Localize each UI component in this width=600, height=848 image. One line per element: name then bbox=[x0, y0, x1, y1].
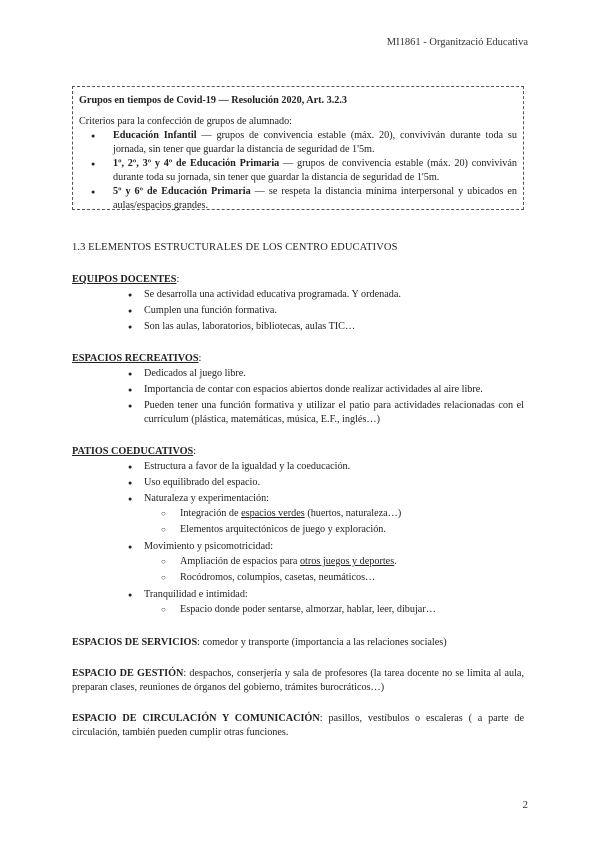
patios-title-text: PATIOS COEDUCATIVOS bbox=[72, 446, 194, 457]
box-intro: Criterios para la confección de grupos de alumnado: bbox=[79, 116, 293, 127]
item-text: . bbox=[394, 556, 397, 567]
recreativos-title: ESPACIOS RECREATIVOS: bbox=[72, 353, 202, 364]
item-text: Espacio donde poder sentarse, almorzar, hablar, leer, dibujar… bbox=[180, 604, 436, 615]
sub-list bbox=[144, 506, 524, 538]
list-item bbox=[72, 587, 524, 619]
section-heading: 1.3 ELEMENTOS ESTRUCTURALES DE LOS CENTRO EDUCATIVOS bbox=[72, 242, 398, 253]
item-bold: Educación Infantil bbox=[113, 130, 197, 141]
box-list bbox=[79, 129, 517, 213]
bullet-icon: ● bbox=[128, 323, 133, 331]
item-text: Rocódromos, columpios, casetas, neumáticos… bbox=[180, 572, 376, 583]
item-bold: 5º y 6º de Educación Primaria bbox=[113, 186, 251, 197]
item-text: Integración de bbox=[180, 508, 242, 519]
list-item bbox=[72, 287, 524, 303]
bullet-icon: ● bbox=[91, 132, 96, 140]
recreativos-list bbox=[72, 366, 524, 428]
item-text: Ampliación de espacios para bbox=[180, 556, 300, 567]
sub-list bbox=[144, 554, 524, 586]
list-item bbox=[72, 491, 524, 539]
item-bold: 1º, 2º, 3º y 4º de Educación Primaria bbox=[113, 158, 280, 169]
main-content bbox=[72, 241, 524, 740]
list-item bbox=[79, 157, 517, 185]
bullet-icon: ● bbox=[128, 291, 133, 299]
sub-list-item bbox=[72, 570, 524, 586]
gestion-paragraph bbox=[72, 667, 524, 695]
bullet-icon: ● bbox=[128, 495, 133, 503]
item-text: Tranquilidad e intimidad: bbox=[144, 589, 248, 600]
gestion-text: : despachos, conserjería y sala de profesores (la tarea docente no se limita al aula, preparan clases, reuniones de órganos del gobierno, trámites burocráticos…) bbox=[72, 668, 524, 693]
list-item bbox=[79, 129, 517, 157]
sub-list bbox=[144, 602, 524, 618]
circulacion-text: : pasillos, vestíbulos o escaleras ( a parte de circulación, también pueden cumplir otras funciones. bbox=[72, 713, 524, 738]
bullet-icon: ● bbox=[91, 160, 96, 168]
servicios-title: ESPACIOS DE SERVICIOS bbox=[72, 637, 198, 648]
circle-bullet-icon: ○ bbox=[161, 557, 166, 566]
bullet-icon: ● bbox=[128, 370, 133, 378]
item-text: Cumplen una función formativa. bbox=[144, 305, 277, 316]
sub-list-item bbox=[72, 602, 524, 618]
item-text: — se respeta la distancia mínima interpersonal y ubicados en aulas/espacios grandes. bbox=[113, 186, 518, 211]
bullet-icon: ● bbox=[128, 463, 133, 471]
servicios-text: : comedor y transporte (importancia a las relaciones sociales) bbox=[197, 637, 447, 648]
list-item bbox=[72, 303, 524, 319]
patios-list bbox=[72, 459, 524, 619]
item-underlined: otros juegos y deportes bbox=[299, 556, 395, 567]
item-text: Estructura a favor de la igualdad y la coeducación. bbox=[144, 461, 351, 472]
patios-title: PATIOS COEDUCATIVOS: bbox=[72, 446, 197, 457]
circulacion-paragraph bbox=[72, 712, 524, 740]
item-text: Naturaleza y experimentación: bbox=[144, 493, 270, 504]
page-header: MI1861 - Organització Educativa bbox=[386, 37, 528, 48]
box-title: Grupos en tiempos de Covid-19 — Resolución 2020, Art. 3.2.3 bbox=[79, 95, 347, 106]
item-text: Uso equilibrado del espacio. bbox=[144, 477, 260, 488]
list-item bbox=[72, 319, 524, 335]
recreativos-title-text: ESPACIOS RECREATIVOS bbox=[72, 353, 199, 364]
sub-list-item bbox=[72, 522, 524, 538]
covid-groups-box bbox=[72, 86, 524, 210]
bullet-icon: ● bbox=[128, 591, 133, 599]
item-text: Son las aulas, laboratorios, bibliotecas, aulas TIC… bbox=[144, 321, 356, 332]
circle-bullet-icon: ○ bbox=[161, 525, 166, 534]
bullet-icon: ● bbox=[128, 543, 133, 551]
item-text: Pueden tener una función formativa y utilizar el patio para actividades relacionadas con el currículum (plástica, matemáticas, música, E.F., inglés…) bbox=[144, 400, 524, 425]
equipos-title: EQUIPOS DOCENTES: bbox=[72, 274, 180, 285]
item-text: Movimiento y psicomotricidad: bbox=[144, 541, 274, 552]
bullet-icon: ● bbox=[128, 402, 133, 410]
list-item bbox=[72, 539, 524, 587]
page-number: 2 bbox=[522, 799, 528, 811]
list-item bbox=[79, 185, 517, 213]
item-text: (huertos, naturaleza…) bbox=[304, 508, 402, 519]
servicios-paragraph bbox=[72, 636, 524, 650]
list-item bbox=[72, 459, 524, 475]
item-text: — grupos de convivencia estable (máx. 20) conviviván durante toda su jornada, sin tener que guardar la distancia de seguridad de 1'5m. bbox=[113, 158, 517, 183]
list-item bbox=[72, 398, 524, 428]
bullet-icon: ● bbox=[128, 307, 133, 315]
circle-bullet-icon: ○ bbox=[161, 605, 166, 614]
list-item bbox=[72, 382, 524, 398]
circulacion-title: ESPACIO DE CIRCULACIÓN Y COMUNICACIÓN bbox=[72, 713, 320, 724]
list-item bbox=[72, 366, 524, 382]
list-item bbox=[72, 475, 524, 491]
equipos-title-text: EQUIPOS DOCENTES bbox=[72, 274, 177, 285]
item-underlined: espacios verdes bbox=[241, 508, 305, 519]
circle-bullet-icon: ○ bbox=[161, 509, 166, 518]
equipos-list bbox=[72, 287, 524, 335]
item-text: Se desarrolla una actividad educativa programada. Y ordenada. bbox=[144, 289, 401, 300]
item-text: — grupos de convivencia estable (máx. 20), conviviván durante toda su jornada, sin tener que guardar la distancia de seguridad de 1'5m. bbox=[113, 130, 517, 155]
bullet-icon: ● bbox=[128, 479, 133, 487]
item-text: Elementos arquitectónicos de juego y exploración. bbox=[180, 524, 386, 535]
bullet-icon: ● bbox=[91, 188, 96, 196]
sub-list-item bbox=[72, 506, 524, 522]
item-text: Dedicados al juego libre. bbox=[144, 368, 246, 379]
gestion-title: ESPACIO DE GESTIÓN bbox=[72, 668, 184, 679]
sub-list-item bbox=[72, 554, 524, 570]
item-text: Importancia de contar con espacios abiertos donde realizar actividades al aire libre. bbox=[144, 384, 483, 395]
bullet-icon: ● bbox=[128, 386, 133, 394]
circle-bullet-icon: ○ bbox=[161, 573, 166, 582]
